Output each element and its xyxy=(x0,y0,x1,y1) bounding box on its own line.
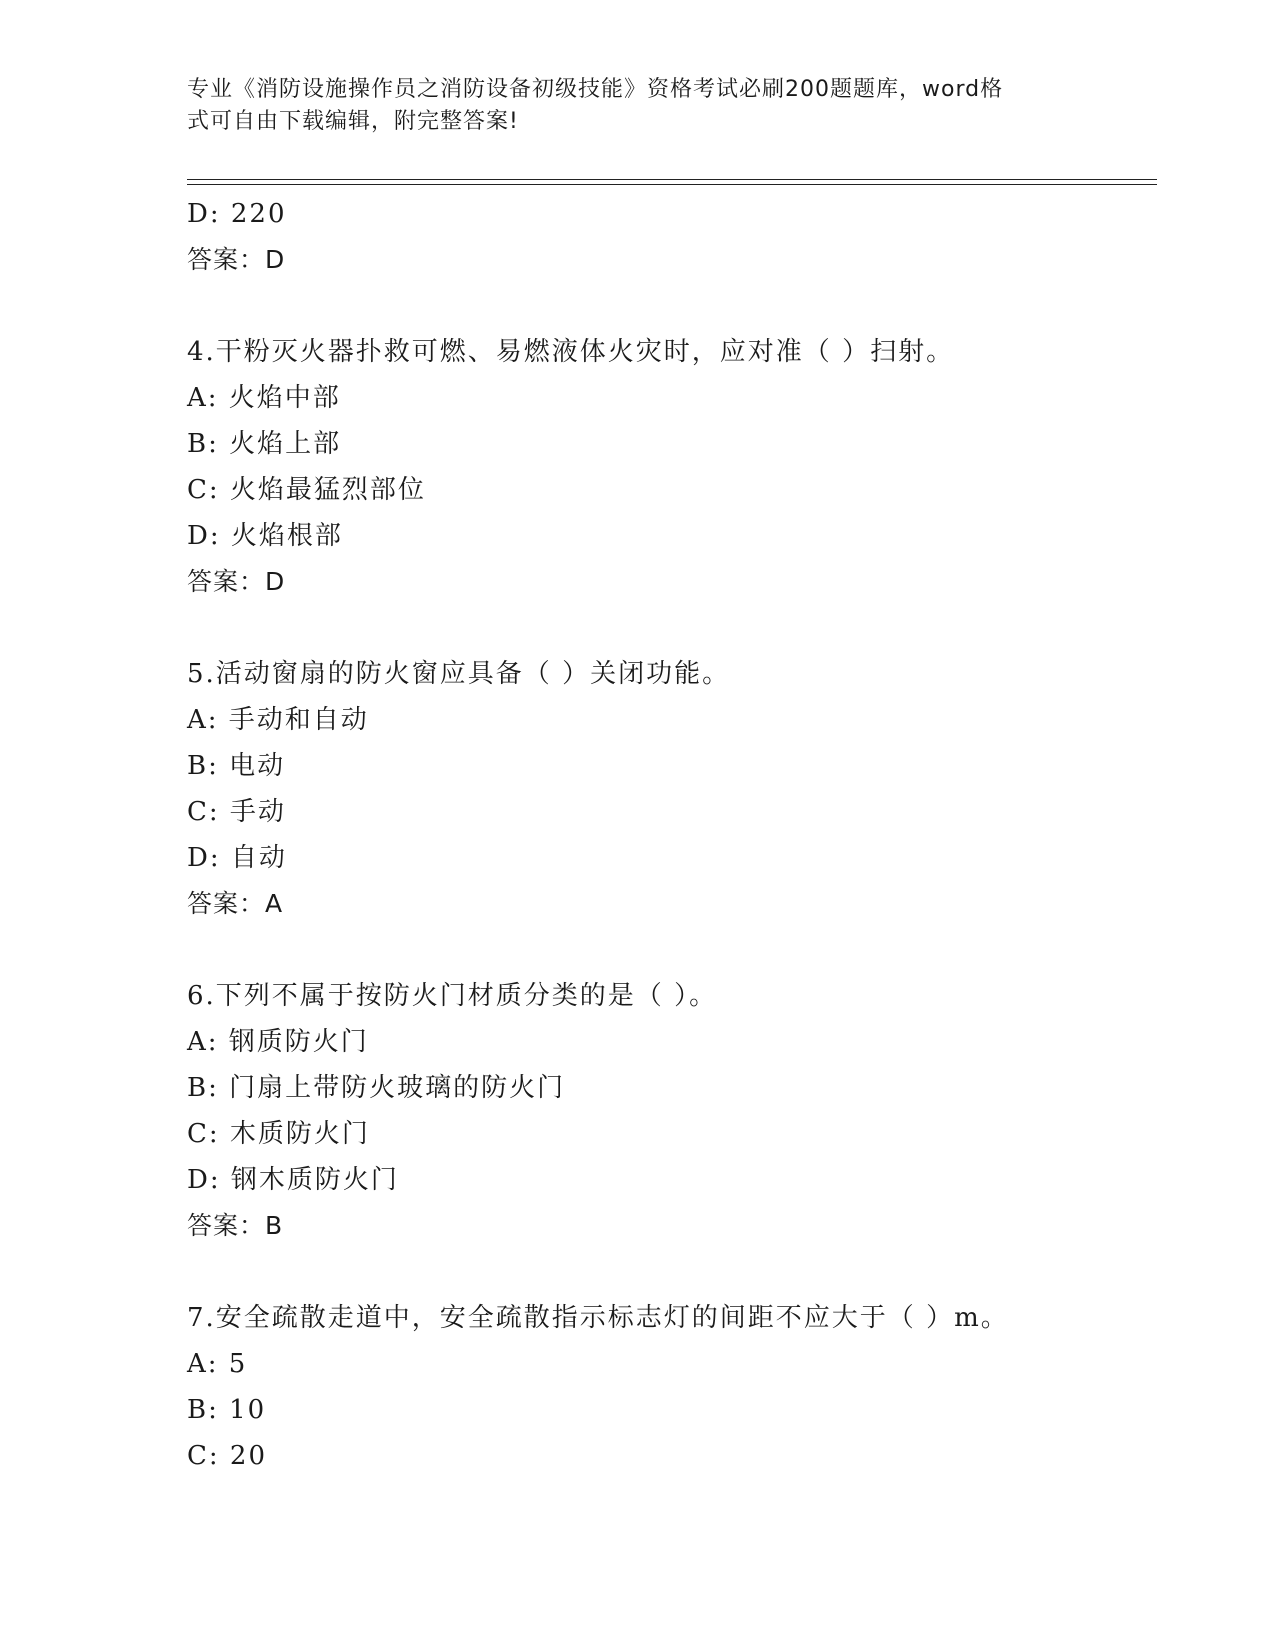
option-b: B: 10 xyxy=(187,1395,267,1425)
option-d: D: 自动 xyxy=(187,843,287,873)
option-d: D: 220 xyxy=(187,199,287,229)
answer-line: 答案：A xyxy=(187,889,284,918)
answer-line: 答案：D xyxy=(187,567,286,596)
question-stem: 7.安全疏散走道中，安全疏散指示标志灯的间距不应大于（ ）m。 xyxy=(187,1303,1009,1333)
option-a: A: 火焰中部 xyxy=(187,383,341,413)
question-6 xyxy=(187,973,1157,1249)
question-7 xyxy=(187,1295,1157,1479)
header-divider-bottom xyxy=(187,184,1157,185)
question-stem: 5.活动窗扇的防火窗应具备（ ）关闭功能。 xyxy=(187,659,731,689)
header-line-2: 式可自由下载编辑，附完整答案! xyxy=(187,109,519,134)
question-4 xyxy=(187,329,1157,605)
spacer xyxy=(187,605,1157,651)
answer-line: 答案：D xyxy=(187,245,286,274)
option-d: D: 钢木质防火门 xyxy=(187,1165,399,1195)
question-stem: 6.下列不属于按防火门材质分类的是（ ）。 xyxy=(187,981,718,1011)
document-header xyxy=(187,74,1067,138)
header-line-1: 专业《消防设施操作员之消防设备初级技能》资格考试必刷200题题库，word格 xyxy=(187,77,1004,102)
option-b: B: 电动 xyxy=(187,751,286,781)
option-b: B: 火焰上部 xyxy=(187,429,342,459)
option-a: A: 手动和自动 xyxy=(187,705,369,735)
option-c: C: 20 xyxy=(187,1441,268,1471)
header-divider-top xyxy=(187,179,1157,180)
answer-line: 答案：B xyxy=(187,1211,284,1240)
question-5 xyxy=(187,651,1157,927)
option-c: C: 木质防火门 xyxy=(187,1119,370,1149)
spacer xyxy=(187,927,1157,973)
option-d: D: 火焰根部 xyxy=(187,521,343,551)
option-c: C: 手动 xyxy=(187,797,286,827)
spacer xyxy=(187,283,1157,329)
option-c: C: 火焰最猛烈部位 xyxy=(187,475,426,505)
question-stem: 4.干粉灭火器扑救可燃、易燃液体火灾时，应对准（ ）扫射。 xyxy=(187,337,955,367)
spacer xyxy=(187,1249,1157,1295)
option-a: A: 钢质防火门 xyxy=(187,1027,369,1057)
question-list xyxy=(187,191,1157,1479)
option-a: A: 5 xyxy=(187,1349,248,1379)
option-b: B: 门扇上带防火玻璃的防火门 xyxy=(187,1073,566,1103)
